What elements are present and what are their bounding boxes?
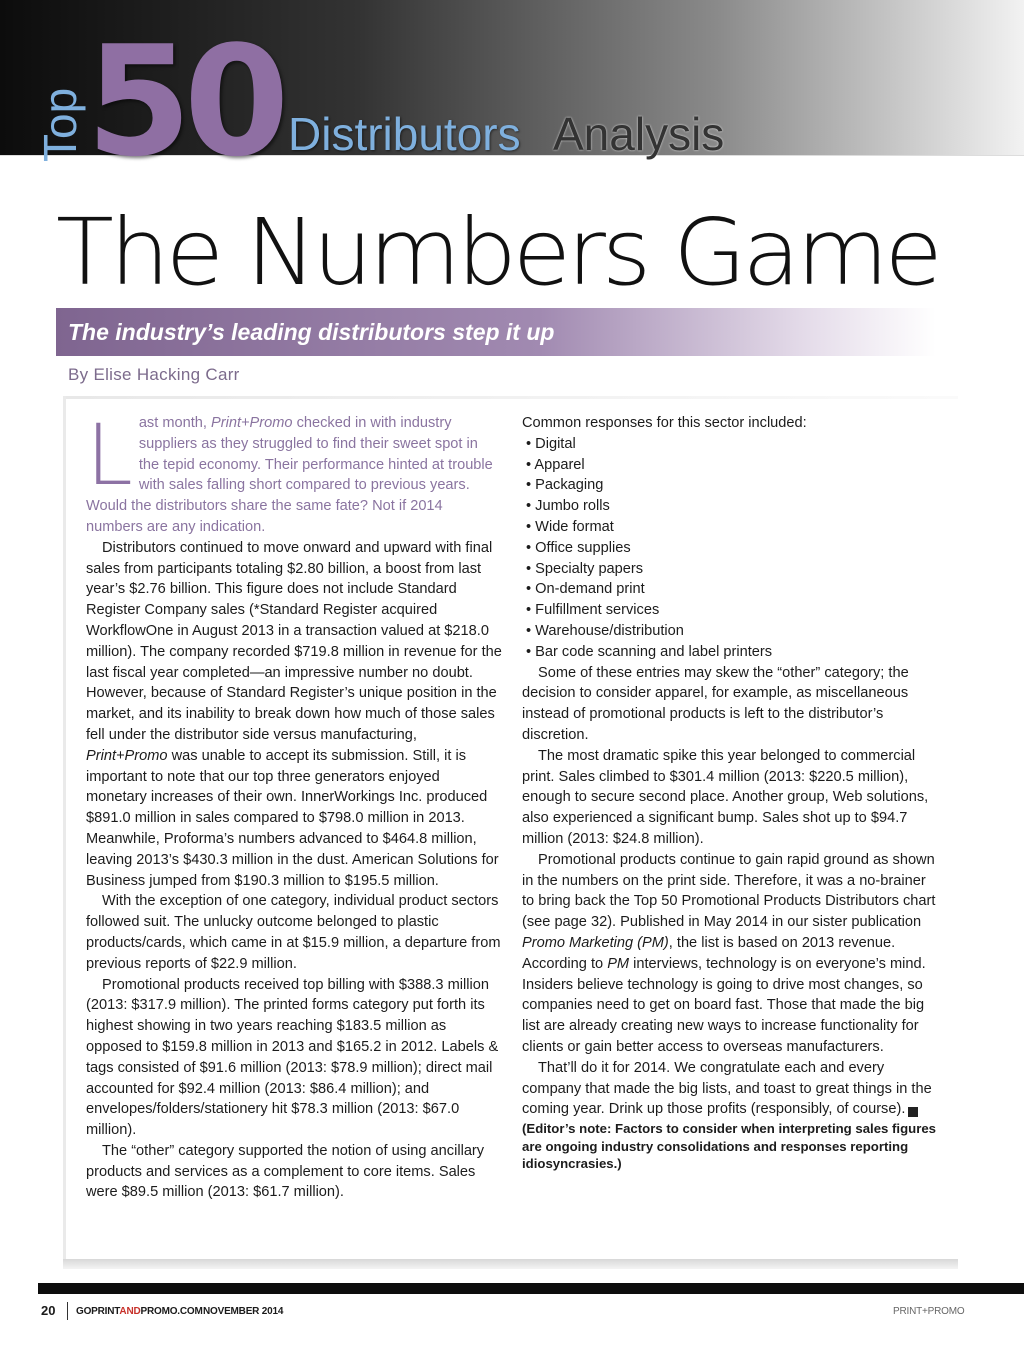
list-item: • On-demand print <box>526 581 645 598</box>
kicker-top-word: Top <box>34 87 86 162</box>
kicker-number: 50 <box>86 13 282 190</box>
body-paragraph: The most dramatic spike this year belonged to commercial print. Sales climbed to $301.4 million (2013: $220.5 million), enough to secure second place. Another group, Web solutions, also experienced a significant bump. Sales shot up to $94.7 million (2013: $24.8 million). <box>522 747 929 847</box>
page-number: 20 <box>41 1303 56 1318</box>
list-item: • Warehouse/distribution <box>526 622 684 639</box>
bullet-intro: Common responses for this sector included: <box>522 415 807 431</box>
article-column-1 <box>86 406 502 1203</box>
list-item: • Apparel <box>526 456 585 473</box>
p3-text-c: , the list is based on 2013 revenue. According to <box>522 934 896 972</box>
p3-text-a: Promotional products continue to gain rapid ground as shown in the numbers on the print side. Therefore, it was a no-brainer to bring back the Top 50 Promotional Products Distributors chart (see page 32). Published in May 2014 in our sister publication <box>522 851 936 931</box>
footer-bar <box>38 1283 1024 1294</box>
editor-note: (Editor’s note: Factors to consider when interpreting sales figures are ongoing industry consolidations and responses reporting idiosyncrasies.) <box>522 1121 937 1172</box>
article-column-2 <box>522 413 940 1173</box>
lead-paragraph <box>86 406 502 538</box>
kicker-analysis: Analysis <box>553 108 725 160</box>
p1-text-brand: Print+Promo <box>86 747 168 764</box>
footer-website[interactable]: GOPRINTANDPROMO.COM <box>76 1306 203 1317</box>
body-paragraph <box>522 1058 940 1120</box>
closing-text: That’ll do it for 2014. We congratulate each and every company that made the big lists, and toast to great things in the coming year. Drink up those profits (responsibly, of course). <box>522 1059 932 1118</box>
body-paragraph: Promotional products received top billing with $388.3 million (2013: $317.9 million). The printed forms category put forth its highest showing in two years reaching $183.5 million as opposed to $159.8 million in 2013 and $165.2 in 2012. Labels & tags consisted of $91.6 million (2013: $78.9 million); direct mail accounted for $92.4 million (2013: $86.4 million); and envelopes/folders/stationery hit $78.3 million (2013: $67.0 million). <box>86 976 499 1139</box>
p1-text-c: was unable to accept its submission. Still, it is important to note that our top three generators enjoyed monetary increases of their own. InnerWorkings Inc. produced $891.0 million in sales compared to $798.0 million in 2013. Meanwhile, Proforma’s numbers advanced to $464.8 million, leaving 2013’s $430.3 million in the dust. American Solutions for Business jumped from $190.3 million to $195.5 million. <box>86 747 499 889</box>
body-paragraph: Some of these entries may skew the “other” category; the decision to consider apparel, for example, as miscellaneous instead of promotional products is left to the distributor’s discretion. <box>522 664 909 743</box>
p3-publication: Promo Marketing (PM) <box>522 934 669 951</box>
article-frame-bottom <box>63 1259 958 1269</box>
footer-magazine-name: PRINT+PROMO <box>893 1306 965 1317</box>
list-item: • Jumbo rolls <box>526 498 610 515</box>
list-item: • Fulfillment services <box>526 602 660 619</box>
body-paragraph <box>86 538 502 892</box>
footer-divider <box>67 1302 68 1320</box>
p3-text-e: interviews, technology is on everyone’s mind. Insiders believe technology is going to drive most changes, so companies need to get on board fast. Those that made the big list are already creating new ways to increase functionality for clients or gain better access to overseas manufacturers. <box>522 955 926 1055</box>
list-item: • Specialty papers <box>526 560 644 577</box>
article-byline: By Elise Hacking Carr <box>68 365 240 384</box>
sector-list <box>522 434 940 663</box>
article-headline: The Numbers Game <box>56 199 939 306</box>
list-item: • Bar code scanning and label printers <box>526 643 773 660</box>
lead-text-c: checked in with industry suppliers as they struggled to find their sweet spot in the tepid economy. Their performance hinted at trouble with sales falling short compared to previous years. Would the distributors share the same fate? Not if 2014 numbers are any indication. <box>86 415 493 535</box>
drop-cap: L <box>86 406 133 504</box>
lead-text-a: ast month, <box>138 415 212 431</box>
list-item: • Digital <box>526 435 576 452</box>
article-frame-left <box>63 396 66 1262</box>
footer-issue-date: NOVEMBER 2014 <box>203 1306 284 1317</box>
body-paragraph: The “other” category supported the notion of using ancillary products and services as a complement to core items. Sales were $89.5 million (2013: $61.7 million). <box>86 1142 485 1201</box>
list-item: • Wide format <box>526 518 614 535</box>
body-paragraph: With the exception of one category, individual product sectors followed suit. The unlucky outcome belonged to plastic products/cards, which came in at $15.9 million, a departure from previous reports of $22.9 million. <box>86 893 501 972</box>
p3-abbrev: PM <box>607 955 630 972</box>
p1-text-a: Distributors continued to move onward and upward with final sales from participants totaling $2.80 billion, a boost from last year’s $2.76 billion. This figure does not include Standard Register Company sales (*Standard Register acquired WorkflowOne in August 2013 in a transaction valued at $218.0 million). The company recorded $719.8 million in revenue for the last fiscal year completed—an impressive number no doubt. However, because of Standard Register’s unique position in the market, and its inability to break down how much of those sales fell under the distributor side versus manufacturing, <box>86 539 502 743</box>
list-item: • Office supplies <box>526 539 631 556</box>
article-deck: The industry’s leading distributors step it up <box>68 319 555 345</box>
end-mark-icon: + <box>908 1107 918 1117</box>
kicker-distributors: Distributors <box>288 108 521 160</box>
body-paragraph <box>522 850 940 1058</box>
lead-text-brand: Print+Promo <box>211 415 293 431</box>
list-item: • Packaging <box>526 477 604 494</box>
article-frame-top <box>63 396 958 399</box>
